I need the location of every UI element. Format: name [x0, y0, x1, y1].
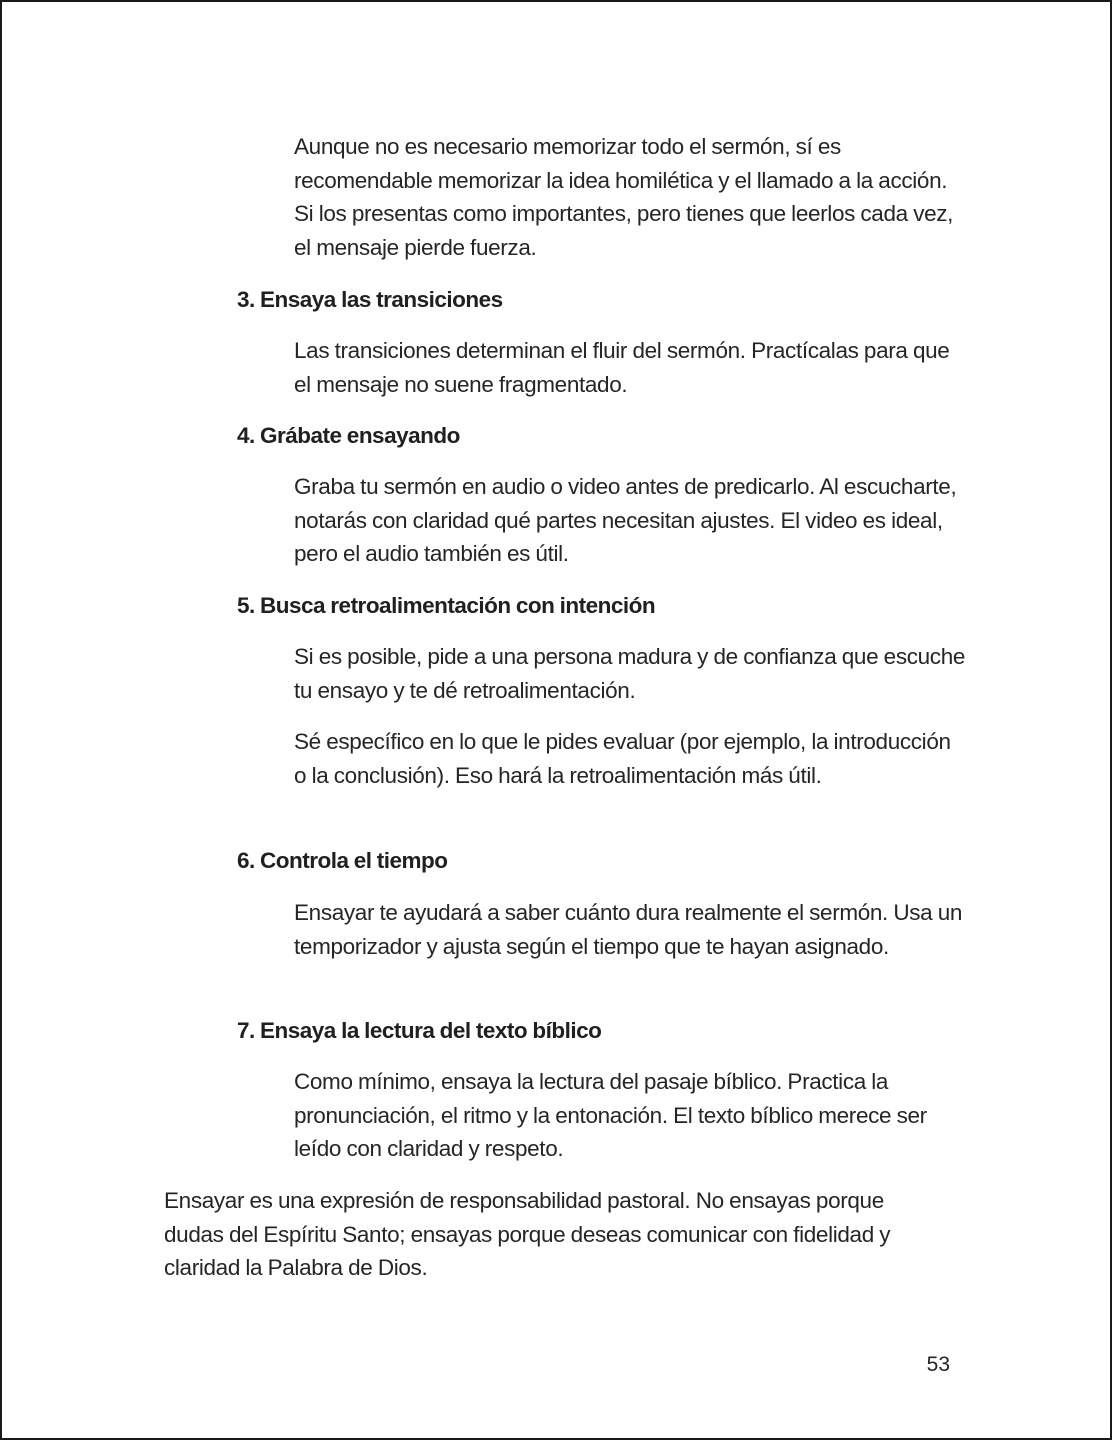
- section-heading-grabate: 4. Grábate ensayando: [237, 423, 460, 448]
- section-paragraph-retroalimentacion-1: Si es posible, pide a una persona madura y de confianza que escuche tu ensayo y te dé retroalimentación.: [294, 644, 966, 703]
- section-paragraph-grabate: Graba tu sermón en audio o video antes de predicarlo. Al escucharte, notarás con claridad qué partes necesitan ajustes. El video es ideal, pero el audio también es útil.: [294, 474, 957, 566]
- section-paragraph-tiempo: Ensayar te ayudará a saber cuánto dura realmente el sermón. Usa un temporizador y ajusta según el tiempo que te hayan asignado.: [294, 900, 963, 959]
- page-number: 53: [926, 1353, 950, 1376]
- section-heading-lectura: 7. Ensaya la lectura del texto bíblico: [237, 1018, 602, 1043]
- section-paragraph-retroalimentacion-2: Sé específico en lo que le pides evaluar (por ejemplo, la introducción o la conclusión). Eso hará la retroalimentación más útil.: [294, 729, 951, 788]
- intro-paragraph: Aunque no es necesario memorizar todo el sermón, sí es recomendable memorizar la idea homilética y el llamado a la acción. Si los presentas como importantes, pero tienes que leerlos cada vez, el mensaje pierde fuerza.: [294, 134, 954, 260]
- closing-paragraph: Ensayar es una expresión de responsabilidad pastoral. No ensayas porque dudas del Espíritu Santo; ensayas porque deseas comunicar con fidelidad y claridad la Palabra de Dios.: [164, 1188, 891, 1280]
- section-heading-retroalimentacion: 5. Busca retroalimentación con intención: [237, 593, 656, 618]
- section-paragraph-transiciones: Las transiciones determinan el fluir del sermón. Practícalas para que el mensaje no suene fragmentado.: [294, 338, 950, 397]
- section-heading-tiempo: 6. Controla el tiempo: [237, 848, 448, 873]
- section-paragraph-lectura: Como mínimo, ensaya la lectura del pasaje bíblico. Practica la pronunciación, el ritmo y la entonación. El texto bíblico merece ser leído con claridad y respeto.: [294, 1069, 927, 1161]
- section-heading-transiciones: 3. Ensaya las transiciones: [237, 287, 503, 312]
